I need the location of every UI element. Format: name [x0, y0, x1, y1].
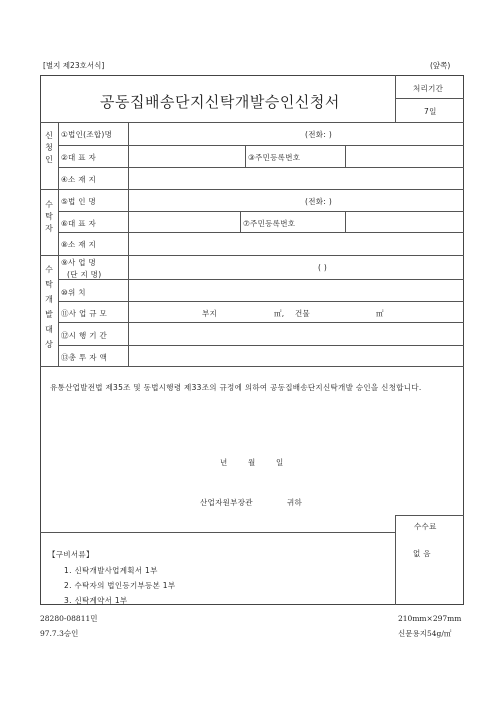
attachment-item: 3. 신탁계약서 1부: [64, 596, 128, 605]
trustee-corp-name-label: ⑤법 인 명: [61, 197, 97, 206]
form-title: 공동집배송단지신탁개발승인신청서: [100, 93, 340, 111]
form-number: [별지 제23호서식]: [43, 61, 105, 70]
applicant-phone: (전화: ): [305, 130, 333, 139]
project-scale-label: ⑪사 업 규 모: [61, 309, 108, 318]
trustee-resident-no-label: ⑦주민등록번호: [243, 219, 296, 228]
application-statement: 유통산업발전법 제35조 및 동법시행령 제33조의 규정에 의하여 공동집배송단지신탁개발 승인을 신청합니다.: [50, 383, 422, 392]
address-label: ④소 재 지: [61, 175, 97, 184]
building-unit: ㎡: [376, 309, 384, 318]
representative-label: ②대 표 자: [61, 153, 97, 162]
footer-size: 210mm×297mm: [398, 614, 462, 623]
land-label: 부지: [202, 309, 218, 318]
attachment-item: 1. 신탁개발사업계획서 1부: [64, 566, 158, 575]
attachments-title: 【구비서류】: [48, 550, 94, 559]
project-name-paren: ( ): [318, 263, 328, 272]
project-name-label: ⑨사 업 명: [61, 258, 97, 267]
addressee-suffix: 귀하: [287, 498, 303, 507]
investment-label: ⑬총 투 자 액: [61, 353, 108, 362]
processing-period-label: 처리기간: [413, 84, 444, 93]
land-unit: ㎡,: [274, 309, 285, 318]
date-day: 일: [276, 458, 284, 467]
corp-name-label: ①법인(조합)명: [61, 130, 113, 139]
trustee-section-label: 수 탁 자: [45, 200, 53, 233]
page-side: (앞쪽): [430, 61, 451, 70]
period-label: ⑫시 행 기 간: [61, 331, 108, 340]
trustee-representative-label: ⑥대 표 자: [61, 219, 97, 228]
fee-label: 수수료: [414, 522, 437, 531]
date-month: 월: [248, 458, 256, 467]
fee-value: 없 음: [413, 549, 431, 558]
building-label: 건물: [295, 309, 311, 318]
complex-name-label: (단 지 명): [67, 270, 102, 279]
date-year: 년: [220, 458, 228, 467]
footer-code: 28280-08811민: [40, 614, 98, 623]
target-section-label: 수 탁 개 발 대 상: [45, 265, 53, 349]
attachment-item: 2. 수탁자의 법인등기부등본 1부: [64, 581, 176, 590]
resident-no-label: ③주민등록번호: [248, 153, 301, 162]
addressee: 산업자원부장관: [200, 498, 253, 507]
footer-paper: 신문용지54g/㎡: [398, 629, 452, 638]
trustee-address-label: ⑧소 재 지: [61, 240, 97, 249]
trustee-phone: (전화: ): [305, 197, 333, 206]
processing-period-value: 7일: [424, 107, 437, 116]
applicant-section-label: 신 청 인: [45, 131, 53, 164]
footer-approval: 97.7.3승인: [40, 629, 79, 638]
location-label: ⑩위 치: [61, 288, 86, 297]
